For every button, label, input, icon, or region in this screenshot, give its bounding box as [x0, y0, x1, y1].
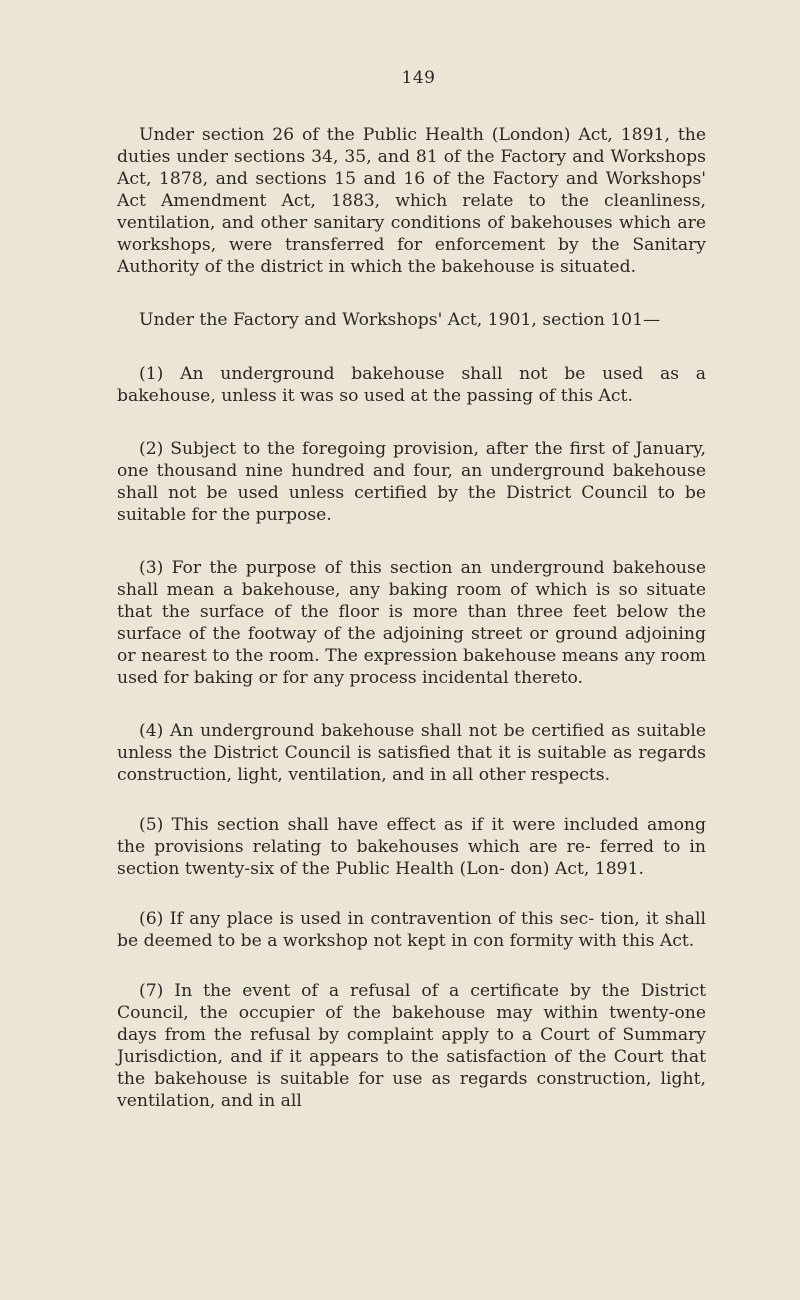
clause-2	[117, 438, 706, 526]
clause-4	[117, 720, 706, 786]
intro-paragraph	[117, 124, 706, 278]
clause-text: (5) This section shall have effect as if it were included among the provisions relating to bakehouses which are re- ferred to in section twenty-six of the Public Health (Lon- don) Act, 1891.	[117, 815, 706, 879]
clause-7	[117, 980, 706, 1112]
clause-1	[117, 363, 706, 407]
act-reference-text: Under the Factory and Workshops' Act, 1901, section 101—	[139, 310, 661, 330]
clause-text: (4) An underground bakehouse shall not be certified as suitable unless the District Council is satisfied that it is suitable as regards construction, light, ventilation, and in all other respects.	[117, 721, 706, 785]
clause-text: (2) Subject to the foregoing provision, after the first of January, one thousand nine hundred and four, an underground bakehouse shall not be used unless certified by the District Council to be suitable for the purpose.	[117, 439, 706, 525]
clause-text: (7) In the event of a refusal of a certificate by the District Council, the occupier of the bakehouse may within twenty-one days from the refusal by complaint apply to a Court of Summary Jurisdiction, and if it appears to the satisfaction of the Court that the bakehouse is suitable for use as regards construction, light, ventilation, and in all	[117, 981, 706, 1111]
clause-text: (6) If any place is used in contravention of this sec- tion, it shall be deemed to be a workshop not kept in con formity with this Act.	[117, 909, 706, 951]
intro-paragraph-text: Under section 26 of the Public Health (London) Act, 1891, the duties under sections 34, 35, and 81 of the Factory and Workshops Act, 1878, and sections 15 and 16 of the Factory and Workshops' Act Amendment Act, 1883, which relate to the cleanliness, ventilation, and other sanitary conditions of bakehouses which are workshops, were transferred for enforcement by the Sanitary Authority of the district in which the bakehouse is situated.	[117, 125, 706, 277]
act-reference-paragraph	[117, 309, 706, 331]
clause-3	[117, 557, 706, 689]
clause-6	[117, 908, 706, 952]
page-number: 149	[401, 68, 436, 88]
clause-text: (1) An underground bakehouse shall not be used as a bakehouse, unless it was so used at the passing of this Act.	[117, 364, 706, 406]
clause-text: (3) For the purpose of this section an underground bakehouse shall mean a bakehouse, any baking room of which is so situate that the surface of the floor is more than three feet below the surface of the footway of the adjoining street or ground adjoining or nearest to the room. The expression bakehouse means any room used for baking or for any process incidental thereto.	[117, 558, 706, 688]
clause-5	[117, 814, 706, 880]
